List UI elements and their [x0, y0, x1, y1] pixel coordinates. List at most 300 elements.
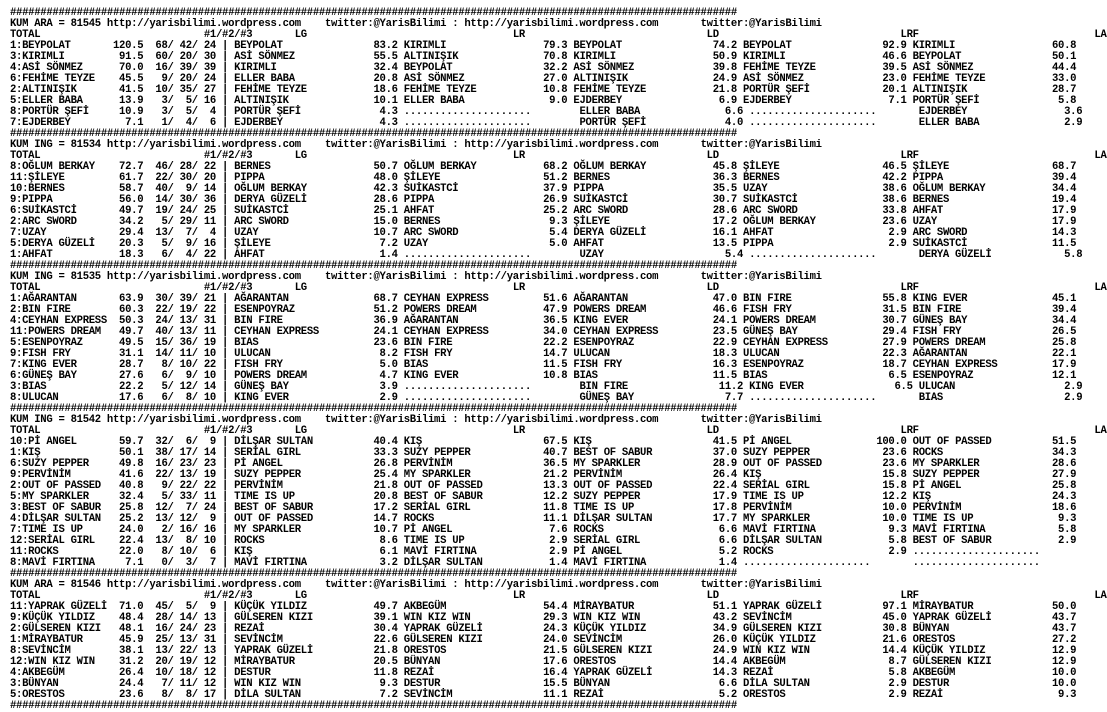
table-row: 1:KIŞ 50.1 38/ 17/ 14 | SERİAL GIRL 33.3 SUZY PEPPER 40.7 BEST OF SABUR 37.0 SUZY PEPPER 23.6 ROCKS 34.3 [10, 447, 1077, 459]
lr-score: 29.3 [537, 612, 568, 624]
ld-score: 6.6 [706, 678, 737, 690]
lr-name: UZAY [403, 238, 538, 250]
la-score: 27.2 [1045, 634, 1077, 646]
la-name: GÜLSEREN KIZI [912, 656, 1046, 668]
horse-name: 5:ORESTOS [10, 689, 113, 701]
lrf-name: MAVİ FIRTINA [743, 524, 877, 536]
lr-name: AHFAT [403, 205, 538, 217]
ld-score: 5.2 [706, 689, 737, 701]
lrf-score: 55.8 [876, 293, 907, 305]
lrf-name: ..................... [743, 557, 913, 569]
ld-score: 6.6 [712, 106, 744, 118]
horse-name: 8:OĞLUM BERKAY [10, 161, 113, 173]
lr-name: ORESTOS [403, 645, 538, 657]
lr-score: 13.3 [537, 480, 568, 492]
la-name: ELLER BABA [918, 117, 1052, 129]
lrf-score: 23.6 [876, 447, 907, 459]
la-score: 27.9 [1045, 469, 1077, 481]
total-score: 41.6 [112, 469, 144, 481]
lrf-name: SERİAL GIRL [743, 480, 877, 492]
ld-score: 1.4 [706, 557, 737, 569]
ld-score: 26.0 [706, 634, 737, 646]
lrf-name: UZAY [743, 183, 877, 195]
placings: 3/ 5/ 4 [155, 106, 216, 118]
lg-score: 51.2 [367, 304, 398, 316]
la-name: ROCKS [912, 447, 1046, 459]
lg-score: 4.3 [367, 106, 398, 118]
lg-name: ŞİLEYE [234, 238, 368, 250]
section-twitter-short: twitter:@YarisBilimi [700, 579, 822, 591]
col-la-header: LA [1094, 150, 1107, 162]
horse-name: 2:OUT OF PASSED [10, 480, 113, 492]
lr-name: ELLER BABA [403, 95, 538, 107]
table-row: 2:ARC SWORD 34.2 5/ 29/ 11 | ARC SWORD 15.0 BERNES 9.3 ŞİLEYE 17.2 OĞLUM BERKAY 23.6 UZAY 17.9 [10, 216, 1077, 228]
lr-name: ..................... [403, 106, 574, 118]
lrf-score: 23.0 [876, 73, 907, 85]
col-total-header: TOTAL [10, 282, 41, 294]
total-score: 24.4 [112, 678, 144, 690]
placings: 6/ 8/ 10 [155, 392, 216, 404]
lr-name: ..................... [403, 381, 574, 393]
placings: 14/ 11/ 10 [155, 348, 216, 360]
total-score: 29.4 [112, 227, 144, 239]
lg-name: MY SPARKLER [234, 524, 368, 536]
col-ld-header: LD [706, 590, 719, 602]
table-row: 4:CEYHAN EXPRESS 50.3 24/ 13/ 31 | BIN FIRE 36.9 AĞARANTAN 36.5 KING EVER 24.1 POWERS DREAM 30.7 GÜNEŞ BAY 34.4 [10, 315, 1077, 327]
lr-name: AĞARANTAN [403, 315, 538, 327]
ld-name: PIPPA [573, 183, 707, 195]
lr-score: 9.0 [537, 95, 568, 107]
lrf-name: GÜNEŞ BAY [743, 326, 877, 338]
lr-name: TIME IS UP [403, 535, 538, 547]
lg-name: BEST OF SABUR [234, 502, 368, 514]
lrf-name: BERNES [743, 172, 877, 184]
lrf-name: ESENPOYRAZ [743, 359, 877, 371]
lr-score: 24.3 [537, 623, 568, 635]
table-row: 5:MY SPARKLER 32.4 5/ 33/ 11 | TIME IS UP 20.8 BEST OF SABUR 12.2 SUZY PEPPER 17.9 TIME IS UP 12.2 KIŞ 24.3 [10, 491, 1077, 503]
la-score: 2.9 [1051, 392, 1083, 404]
total-score: 48.1 [112, 623, 144, 635]
col-nums-header: #1/#2/#3 [203, 150, 253, 162]
la-name: ARC SWORD [912, 227, 1046, 239]
col-lr-header: LR [512, 29, 525, 41]
la-name: KÜÇÜK YILDIZ [912, 645, 1046, 657]
la-score: 24.3 [1045, 491, 1077, 503]
la-name: CEYHAN EXPRESS [912, 359, 1046, 371]
lg-name: KING EVER [234, 392, 368, 404]
ld-score: 30.7 [706, 194, 737, 206]
lrf-name: ŞİLEYE [743, 161, 877, 173]
col-lg-header: LG [294, 150, 307, 162]
lrf-name: GÜLSEREN KIZI [743, 623, 877, 635]
lrf-score: 18.7 [876, 359, 907, 371]
lr-name: AKBEGÜM [403, 601, 538, 613]
lrf-score: 10.0 [876, 513, 907, 525]
lg-score: 20.8 [367, 491, 398, 503]
table-row: 11:YAPRAK GÜZELİ 71.0 45/ 5/ 9 | KÜÇÜK YILDIZ 49.7 AKBEGÜM 54.4 MİRAYBATUR 51.1 YAPRAK GÜZELİ 97.1 MİRAYBATUR 50.0 [10, 601, 1077, 613]
placings: 10/ 18/ 12 [155, 667, 216, 679]
lr-name: YAPRAK GÜZELİ [403, 623, 538, 635]
lr-name: GÜLSEREN KIZI [403, 634, 538, 646]
lr-score: 21.2 [537, 469, 568, 481]
lg-name: PERVİNİM [234, 480, 368, 492]
la-name: KIRIMLI [912, 40, 1046, 52]
ld-score: 36.3 [706, 172, 737, 184]
lg-name: PORTÜR ŞEFİ [234, 106, 368, 118]
horse-name: 8:SEVİNCİM [10, 645, 113, 657]
ld-score: 46.6 [706, 304, 737, 316]
lg-score: 17.2 [367, 502, 398, 514]
la-score: 33.0 [1045, 73, 1077, 85]
la-score: 43.7 [1045, 623, 1077, 635]
horse-name: 8:ULUCAN [10, 392, 113, 404]
la-name: ALTINIŞIK [912, 84, 1046, 96]
lr-score: 47.9 [537, 304, 568, 316]
la-score: 10.0 [1045, 678, 1077, 690]
total-score: 32.4 [112, 491, 144, 503]
table-row: 7:UZAY 29.4 13/ 7/ 4 | UZAY 10.7 ARC SWORD 5.4 DERYA GÜZELİ 16.1 AHFAT 2.9 ARC SWORD 14.3 [10, 227, 1077, 239]
total-score: 18.3 [112, 249, 144, 261]
lrf-score: 38.6 [876, 194, 907, 206]
section-twitter: twitter:@YarisBilimi : http://yarisbilimi.wordpress.com [325, 414, 659, 426]
lg-score: 10.7 [367, 227, 398, 239]
la-name: FISH FRY [912, 326, 1046, 338]
la-name: YAPRAK GÜZELİ [912, 612, 1046, 624]
la-name: Pİ ANGEL [912, 480, 1046, 492]
total-score: 63.9 [112, 293, 144, 305]
total-score: 56.0 [112, 194, 144, 206]
lrf-name: ..................... [749, 106, 919, 118]
ld-score: 47.0 [706, 293, 737, 305]
lg-name: BIAS [234, 337, 368, 349]
lr-name: KIRIMLI [403, 40, 538, 52]
horse-name: 1:BEYPOLAT [10, 40, 113, 52]
lr-name: REZAİ [403, 667, 538, 679]
lrf-score: 100.0 [876, 436, 907, 448]
lg-score: 24.1 [367, 326, 398, 338]
total-score: 31.2 [112, 656, 144, 668]
col-ld-header: LD [706, 29, 719, 41]
lr-score: 9.3 [537, 216, 568, 228]
lg-name: TIME IS UP [234, 491, 368, 503]
divider [10, 701, 737, 712]
lg-score: 3.2 [367, 557, 398, 569]
ld-name: OUT OF PASSED [573, 480, 707, 492]
lrf-name: EJDERBEY [743, 95, 877, 107]
lrf-name: ..................... [749, 249, 919, 261]
placings: 45/ 5/ 9 [155, 601, 216, 613]
ld-score: 74.2 [706, 40, 737, 52]
lrf-name: ORESTOS [743, 689, 877, 701]
placings: 5/ 29/ 11 [155, 216, 216, 228]
la-score: 12.1 [1045, 370, 1077, 382]
ld-name: KÜÇÜK YILDIZ [573, 623, 707, 635]
lr-name: BEYPOLAT [403, 62, 538, 74]
lg-name: GÜLSEREN KIZI [234, 612, 368, 624]
ld-score: 26.4 [706, 469, 737, 481]
horse-name: 4:CEYHAN EXPRESS [10, 315, 113, 327]
la-score: 44.4 [1045, 62, 1077, 74]
lg-name: PIPPA [234, 172, 368, 184]
placings: 5/ 33/ 11 [155, 491, 216, 503]
section-title: KUM ING = 81534 http://yarisbilimi.wordpress.com [10, 139, 301, 151]
horse-name: 4:ASİ SÖNMEZ [10, 62, 113, 74]
placings: 25/ 13/ 31 [155, 634, 216, 646]
lr-score: 36.5 [537, 458, 568, 470]
lr-name: OUT OF PASSED [403, 480, 538, 492]
ld-name: YAPRAK GÜZELİ [573, 667, 707, 679]
ld-score: 11.5 [706, 370, 737, 382]
ld-score: 6.6 [706, 524, 737, 536]
la-name: REZAİ [912, 689, 1046, 701]
ld-score: 51.1 [706, 601, 737, 613]
table-row: 3:BÜNYAN 24.4 7/ 11/ 12 | WIN KIZ WIN 9.3 DESTUR 15.5 BÜNYAN 6.6 DİLA SULTAN 2.9 DESTUR 10.0 [10, 678, 1077, 690]
lrf-name: AHFAT [743, 227, 877, 239]
table-row: 1:AĞARANTAN 63.9 30/ 39/ 21 | AĞARANTAN 68.7 CEYHAN EXPRESS 51.6 AĞARANTAN 47.0 BIN FIRE 55.8 KING EVER 45.1 [10, 293, 1077, 305]
lg-score: 8.2 [367, 348, 398, 360]
la-score: 17.9 [1045, 205, 1077, 217]
placings: 28/ 14/ 13 [155, 612, 216, 624]
lr-name: POWERS DREAM [403, 304, 538, 316]
col-nums-header: #1/#2/#3 [203, 590, 253, 602]
lr-name: SUZY PEPPER [403, 447, 538, 459]
la-name: KIŞ [912, 491, 1046, 503]
la-score: 50.1 [1045, 51, 1077, 63]
section-title: KUM ING = 81542 http://yarisbilimi.wordpress.com [10, 414, 301, 426]
col-ld-header: LD [706, 150, 719, 162]
lg-name: FEHİME TEYZE [234, 84, 368, 96]
lg-score: 22.6 [367, 634, 398, 646]
horse-name: 3:KIRIMLI [10, 51, 113, 63]
total-score: 120.5 [112, 40, 144, 52]
ld-name: WIN KIZ WIN [573, 612, 707, 624]
lrf-score: 21.6 [876, 634, 907, 646]
horse-name: 6:GÜNEŞ BAY [10, 370, 113, 382]
lrf-score: 30.7 [876, 315, 907, 327]
table-row: 2:GÜLSEREN KIZI 48.1 16/ 24/ 23 | REZAİ 30.4 YAPRAK GÜZELİ 24.3 KÜÇÜK YILDIZ 34.9 GÜLSEREN KIZI 30.8 BÜNYAN 43.7 [10, 623, 1077, 635]
table-row: 12:SERİAL GIRL 22.4 13/ 8/ 10 | ROCKS 8.6 TIME IS UP 2.9 SERİAL GIRL 6.6 DİLŞAR SULTAN 5.8 BEST OF SABUR 2.9 [10, 535, 1077, 547]
lr-name: ROCKS [403, 513, 538, 525]
lg-name: BERNES [234, 161, 368, 173]
la-name: EJDERBEY [918, 106, 1052, 118]
lg-score: 50.7 [367, 161, 398, 173]
la-score: 34.4 [1045, 183, 1077, 195]
lr-score: 5.0 [537, 238, 568, 250]
la-score: 5.8 [1045, 95, 1077, 107]
lrf-score: 9.3 [876, 524, 907, 536]
col-lrf-header: LRF [900, 29, 919, 41]
ld-name: DİLŞAR SULTAN [573, 513, 707, 525]
lg-score: 23.6 [367, 337, 398, 349]
lg-score: 25.1 [367, 205, 398, 217]
table-row: 11:POWERS DREAM 49.7 40/ 13/ 11 | CEYHAN EXPRESS 24.1 CEYHAN EXPRESS 34.0 CEYHAN EXPRESS 23.5 GÜNEŞ BAY 29.4 FISH FRY 26.5 [10, 326, 1077, 338]
la-score: 2.9 [1045, 535, 1077, 547]
lg-score: 10.7 [367, 524, 398, 536]
la-score: 2.9 [1051, 117, 1083, 129]
lr-score: 10.8 [537, 370, 568, 382]
la-name: ŞİLEYE [912, 161, 1046, 173]
la-score: 60.8 [1045, 40, 1077, 52]
la-score: 34.4 [1045, 315, 1077, 327]
lr-name: DİLŞAR SULTAN [403, 557, 538, 569]
lr-score: 51.6 [537, 293, 568, 305]
lg-score: 49.7 [367, 601, 398, 613]
total-score: 34.2 [112, 216, 144, 228]
lr-name: BIAS [403, 359, 538, 371]
ld-name: AHFAT [573, 238, 707, 250]
ld-score: 35.5 [706, 183, 737, 195]
placings: 12/ 7/ 24 [155, 502, 216, 514]
lg-score: 55.5 [367, 51, 398, 63]
horse-name: 10:Pİ ANGEL [10, 436, 113, 448]
total-score: 71.0 [112, 601, 144, 613]
lg-name: WIN KIZ WIN [234, 678, 368, 690]
lr-name: ..................... [403, 117, 574, 129]
lr-name: SERİAL GIRL [403, 502, 538, 514]
lg-score: 42.3 [367, 183, 398, 195]
lg-score: 18.6 [367, 84, 398, 96]
lrf-name: KING EVER [749, 381, 883, 393]
total-score: 58.7 [112, 183, 144, 195]
placings: 15/ 36/ 19 [155, 337, 216, 349]
lg-name: ROCKS [234, 535, 368, 547]
lrf-score: 23.6 [876, 458, 907, 470]
lg-score: 21.8 [367, 645, 398, 657]
table-row: 6:GÜNEŞ BAY 27.6 6/ 9/ 10 | POWERS DREAM 4.7 KING EVER 10.8 BIAS 11.5 BIAS 6.5 ESENPOYRAZ 12.1 [10, 370, 1077, 382]
lr-name: ..................... [403, 249, 574, 261]
total-score: 31.1 [112, 348, 144, 360]
ld-name: Pİ ANGEL [573, 546, 707, 558]
lrf-name: ULUCAN [743, 348, 877, 360]
horse-name: 6:SUİKASTCİ [10, 205, 113, 217]
placings: 14/ 30/ 36 [155, 194, 216, 206]
horse-name: 5:ESENPOYRAZ [10, 337, 113, 349]
lrf-name: BIAS [743, 370, 877, 382]
horse-name: 9:PERVİNİM [10, 469, 113, 481]
la-score: 12.9 [1045, 656, 1077, 668]
horse-name: 3:BEST OF SABUR [10, 502, 113, 514]
ld-score: 6.6 [706, 535, 737, 547]
horse-name: 6:FEHİME TEYZE [10, 73, 113, 85]
lr-score: 2.9 [537, 546, 568, 558]
lr-score: 32.2 [537, 62, 568, 74]
lrf-score: 27.9 [876, 337, 907, 349]
ld-name: UZAY [579, 249, 713, 261]
placings: 10/ 35/ 27 [155, 84, 216, 96]
horse-name: 5:DERYA GÜZELİ [10, 238, 113, 250]
lr-score: 16.4 [537, 667, 568, 679]
la-name: TIME IS UP [912, 513, 1046, 525]
lr-score: 15.5 [537, 678, 568, 690]
placings: 8/ 10/ 22 [155, 359, 216, 371]
horse-name: 12:SERİAL GIRL [10, 535, 113, 547]
horse-name: 1:AHFAT [10, 249, 113, 261]
col-lg-header: LG [294, 590, 307, 602]
table-row: 10:Pİ ANGEL 59.7 32/ 6/ 9 | DİLŞAR SULTAN 40.4 KIŞ 67.5 KIŞ 41.5 Pİ ANGEL 100.0 OUT OF PASSED 51.5 [10, 436, 1077, 448]
table-row: 4:DİLŞAR SULTAN 25.2 13/ 12/ 9 | OUT OF PASSED 14.7 ROCKS 11.1 DİLŞAR SULTAN 17.7 MY SPARKLER 10.0 TIME IS UP 9.3 [10, 513, 1077, 525]
lr-score: 27.0 [537, 73, 568, 85]
table-row: 8:MAVİ FIRTINA 7.1 0/ 3/ 7 | MAVİ FIRTINA 3.2 DİLŞAR SULTAN 1.4 MAVİ FIRTINA 1.4 ..................... ..................... [10, 557, 1077, 569]
table-row: 3:KIRIMLI 91.5 60/ 20/ 30 | ASİ SÖNMEZ 55.5 ALTINIŞIK 70.8 KIRIMLI 50.9 KIRIMLI 46.6 BEYPOLAT 50.1 [10, 51, 1077, 63]
ld-score: 24.1 [706, 315, 737, 327]
col-ld-header: LD [706, 425, 719, 437]
total-score: 41.5 [112, 84, 144, 96]
col-nums-header: #1/#2/#3 [203, 29, 253, 41]
horse-name: 7:UZAY [10, 227, 113, 239]
placings: 6/ 4/ 22 [155, 249, 216, 261]
lg-name: BEYPOLAT [234, 40, 368, 52]
placings: 46/ 28/ 22 [155, 161, 216, 173]
la-score: 25.8 [1045, 337, 1077, 349]
lr-name: ŞİLEYE [403, 172, 538, 184]
lg-score: 20.5 [367, 656, 398, 668]
lg-name: DERYA GÜZELİ [234, 194, 368, 206]
ld-score: 17.2 [706, 216, 737, 228]
total-score: 27.6 [112, 370, 144, 382]
table-row: 9:FISH FRY 31.1 14/ 11/ 10 | ULUCAN 8.2 FISH FRY 14.7 ULUCAN 18.3 ULUCAN 22.3 AĞARANTAN 22.1 [10, 348, 1077, 360]
lrf-score: 10.0 [876, 502, 907, 514]
table-row: 2:ALTINIŞIK 41.5 10/ 35/ 27 | FEHİME TEYZE 18.6 FEHİME TEYZE 10.8 FEHİME TEYZE 21.8 PORTÜR ŞEFİ 20.1 ALTINIŞIK 28.7 [10, 84, 1077, 96]
la-score: 34.3 [1045, 447, 1077, 459]
col-ld-header: LD [706, 282, 719, 294]
lrf-name: TIME IS UP [743, 491, 877, 503]
table-row: 8:PORTÜR ŞEFİ 10.9 3/ 5/ 4 | PORTÜR ŞEFİ 4.3 ..................... ELLER BABA 6.6 ..................... EJDERBEY 3.6 [10, 106, 1083, 118]
placings: 9/ 20/ 24 [155, 73, 216, 85]
table-row: 8:OĞLUM BERKAY 72.7 46/ 28/ 22 | BERNES 50.7 OĞLUM BERKAY 68.2 OĞLUM BERKAY 45.8 ŞİLEYE 46.5 ŞİLEYE 68.7 [10, 161, 1077, 173]
placings: 5/ 9/ 16 [155, 238, 216, 250]
lg-name: CEYHAN EXPRESS [234, 326, 368, 338]
total-score: 50.1 [112, 447, 144, 459]
ld-name: ESENPOYRAZ [573, 337, 707, 349]
total-score: 60.3 [112, 304, 144, 316]
ld-name: PERVİNİM [573, 469, 707, 481]
lrf-name: KIŞ [743, 469, 877, 481]
lrf-score: 92.9 [876, 40, 907, 52]
la-name: DESTUR [912, 678, 1046, 690]
ld-score: 4.0 [712, 117, 744, 129]
col-lrf-header: LRF [900, 425, 919, 437]
lg-name: BIN FIRE [234, 315, 368, 327]
lr-name: CEYHAN EXPRESS [403, 293, 538, 305]
section-twitter: twitter:@YarisBilimi : http://yarisbilimi.wordpress.com [325, 271, 659, 283]
col-nums-header: #1/#2/#3 [203, 425, 253, 437]
lrf-name: ASİ SÖNMEZ [743, 73, 877, 85]
horse-name: 7:EJDERBEY [10, 117, 113, 129]
ld-score: 45.8 [706, 161, 737, 173]
ld-score: 7.7 [712, 392, 744, 404]
lg-score: 30.4 [367, 623, 398, 635]
total-score: 10.9 [112, 106, 144, 118]
lg-name: ULUCAN [234, 348, 368, 360]
divider-hashes: ######################################################################################################################## [10, 128, 737, 140]
lg-score: 7.2 [367, 238, 398, 250]
ld-score: 50.9 [706, 51, 737, 63]
la-name: ULUCAN [918, 381, 1052, 393]
ld-name: BERNES [573, 172, 707, 184]
total-score: 26.4 [112, 667, 144, 679]
ld-name: ELLER BABA [579, 106, 713, 118]
lrf-score: 97.1 [876, 601, 907, 613]
lrf-score: 23.6 [876, 216, 907, 228]
lrf-score: 33.8 [876, 205, 907, 217]
horse-name: 2:ARC SWORD [10, 216, 113, 228]
lr-name: ASİ SÖNMEZ [403, 73, 538, 85]
la-score: 43.7 [1045, 612, 1077, 624]
la-score: 28.6 [1045, 458, 1077, 470]
lrf-score: 15.8 [876, 469, 907, 481]
lrf-score: 20.1 [876, 84, 907, 96]
lrf-name: DİLŞAR SULTAN [743, 535, 877, 547]
